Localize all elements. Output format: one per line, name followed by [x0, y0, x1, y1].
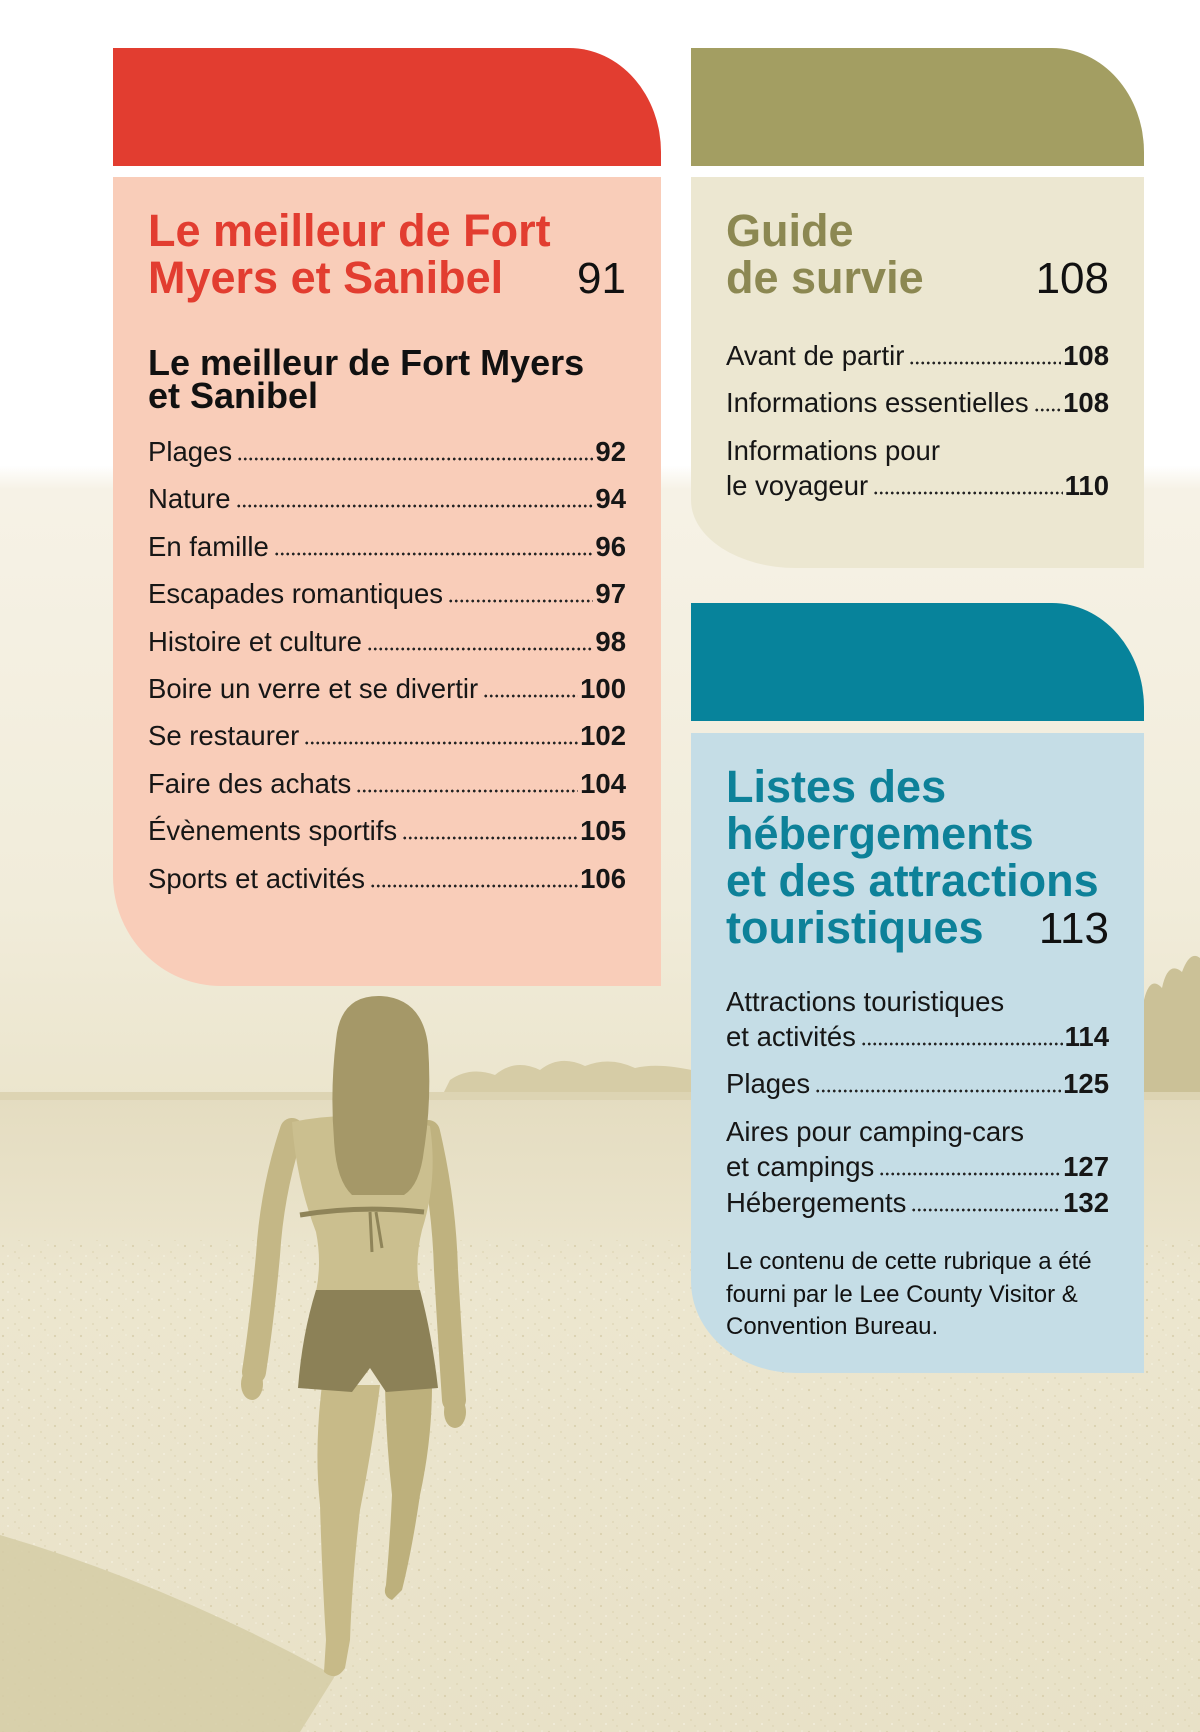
subheading: [148, 342, 626, 416]
toc-entry-row: [726, 468, 1109, 503]
section-header-best-of: [113, 48, 661, 166]
toc-entry-label: Sports et activités: [148, 862, 366, 894]
toc-entry: [148, 813, 626, 848]
dot-leader: [1034, 408, 1061, 412]
dot-leader: [815, 1089, 1061, 1093]
section-panel-best-of: [113, 177, 661, 986]
toc-entry-label: Évènements sportifs: [148, 815, 398, 847]
dot-leader: [909, 361, 1061, 365]
dot-leader: [448, 599, 593, 603]
subheading-line: et Sanibel: [148, 375, 319, 416]
toc-entry-page: 98: [595, 625, 626, 657]
toc-entry-row: [726, 1149, 1109, 1184]
toc-entry-lead: Aires pour camping-cars: [726, 1115, 1025, 1147]
toc-entry-page: 110: [1064, 469, 1109, 501]
toc-entry-label: Boire un verre et se divertir: [148, 672, 479, 704]
toc-entry-page: 132: [1063, 1186, 1109, 1218]
toc-entry: [726, 433, 1109, 503]
dot-leader: [236, 504, 594, 508]
toc-entry-label: et activités: [726, 1021, 856, 1052]
section-title-line: de survie: [726, 252, 924, 303]
section-title: [726, 763, 1109, 952]
toc-entry-page: 102: [580, 720, 626, 752]
toc-entry-label: Plages: [148, 436, 233, 467]
toc-entry: [726, 338, 1109, 373]
toc-entry-label: Hébergements: [726, 1186, 907, 1218]
toc-entry-lead: Attractions touristiques: [726, 986, 1005, 1017]
toc-entry: [148, 718, 626, 753]
toc-entry-label: Histoire et culture: [148, 625, 362, 657]
toc-entry-page: 92: [595, 436, 626, 467]
section-title-row: [726, 904, 1109, 952]
section-title-line: Listes des: [726, 761, 947, 812]
toc-entry-page: 105: [580, 815, 626, 847]
credit-note-line: Convention Bureau.: [726, 1313, 939, 1340]
section-page-number: 113: [1038, 904, 1109, 953]
toc-entry: [148, 576, 626, 611]
section-panel-survival-guide: [691, 177, 1144, 568]
section-title-line: Guide: [726, 205, 854, 256]
toc-entry: [726, 984, 1109, 1054]
toc-entry-page: 114: [1064, 1021, 1109, 1052]
dot-leader: [911, 1208, 1061, 1212]
toc-entry-label: et campings: [726, 1150, 875, 1182]
toc-list: [726, 984, 1109, 1220]
dot-leader: [402, 836, 578, 840]
toc-entry-label: Avant de partir: [726, 340, 905, 371]
toc-list: [726, 338, 1109, 503]
section-header-listings: [691, 603, 1144, 721]
toc-entry-page: 96: [595, 530, 626, 562]
dot-leader: [879, 1172, 1061, 1176]
section-panel-listings: [691, 733, 1144, 1373]
section-title-line: Le meilleur de Fort: [148, 205, 551, 256]
toc-entry: [726, 1066, 1109, 1101]
toc-entry: [726, 1185, 1109, 1220]
toc-entry-label: En famille: [148, 530, 269, 562]
toc-list: [148, 434, 626, 896]
dot-leader: [237, 457, 593, 461]
toc-entry: [148, 861, 626, 896]
toc-entry: [148, 481, 626, 516]
toc-entry: [148, 766, 626, 801]
dot-leader: [861, 1042, 1063, 1046]
dot-leader: [873, 491, 1062, 495]
toc-entry-page: 108: [1063, 340, 1109, 371]
section-page-number: 91: [577, 254, 626, 303]
section-title: [726, 207, 1109, 302]
subheading-line: Le meilleur de Fort Myers: [148, 342, 585, 383]
section-title-line: touristiques: [726, 902, 984, 953]
toc-entry-page: 100: [580, 672, 626, 704]
toc-entry: [726, 1114, 1109, 1184]
section-title-line: hébergements: [726, 808, 1034, 859]
toc-entry-page: 108: [1063, 387, 1109, 419]
dot-leader: [356, 789, 578, 793]
toc-entry: [148, 671, 626, 706]
toc-entry-page: 106: [580, 862, 626, 894]
credit-note: [726, 1246, 1124, 1344]
toc-entry-label: Nature: [148, 483, 231, 515]
toc-entry-label: Plages: [726, 1068, 811, 1100]
toc-entry-label: Faire des achats: [148, 767, 352, 799]
section-header-survival-guide: [691, 48, 1144, 166]
credit-note-line: Le contenu de cette rubrique a été: [726, 1248, 1092, 1275]
section-title-row: [726, 254, 1109, 302]
section-title-line: Myers et Sanibel: [148, 252, 504, 303]
toc-entry: [148, 624, 626, 659]
toc-entry-page: 97: [595, 578, 626, 610]
section-title-line: et des attractions: [726, 855, 1099, 906]
toc-entry-label: Se restaurer: [148, 720, 300, 752]
toc-entry: [148, 529, 626, 564]
toc-entry-page: 127: [1063, 1150, 1109, 1182]
dot-leader: [274, 552, 594, 556]
section-title: [148, 207, 626, 302]
toc-entry: [726, 385, 1109, 420]
toc-entry: [148, 434, 626, 469]
toc-entry-page: 125: [1063, 1068, 1109, 1100]
dot-leader: [304, 741, 578, 745]
dot-leader: [483, 694, 578, 698]
section-title-row: [148, 254, 626, 302]
toc-entry-label: le voyageur: [726, 469, 869, 501]
toc-entry-label: Escapades romantiques: [148, 578, 444, 610]
dot-leader: [367, 647, 593, 651]
toc-entry-page: 94: [595, 483, 626, 515]
toc-entry-page: 104: [580, 767, 626, 799]
toc-entry-label: Informations essentielles: [726, 387, 1029, 419]
toc-entry-row: [726, 1019, 1109, 1054]
credit-note-line: fourni par le Lee County Visitor &: [726, 1280, 1078, 1308]
toc-entry-lead: Informations pour: [726, 434, 940, 466]
section-page-number: 108: [1035, 254, 1109, 303]
dot-leader: [370, 884, 578, 888]
